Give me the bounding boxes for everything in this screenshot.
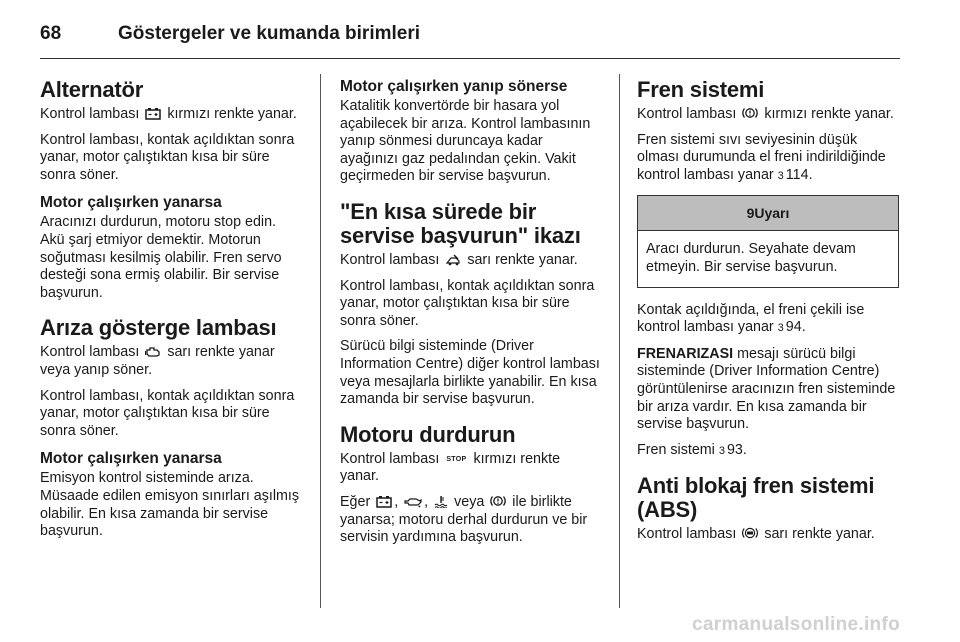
warning-header xyxy=(638,196,898,231)
column-divider xyxy=(320,74,321,608)
text: Kontrol lambası xyxy=(40,106,140,122)
text: veya xyxy=(454,493,485,510)
brake-system-icon xyxy=(742,106,758,120)
paragraph xyxy=(637,302,899,338)
paragraph: Emisyon kontrol sisteminde arıza. Müsaade edilen emisyon sınırları aşılmış olabilir. En kısa zamanda bir servise başvurun. xyxy=(40,470,300,540)
text: kırmızı renkte yanar. xyxy=(764,106,894,122)
reference-arrow-icon: 3 xyxy=(777,322,784,335)
text: kırmızı renkte yanar. xyxy=(340,450,561,485)
warning-symbol-icon: 9 xyxy=(746,204,755,221)
subheading: Motor çalışırken yanarsa xyxy=(40,450,222,468)
subheading: Motor çalışırken yanarsa xyxy=(40,194,222,212)
heading-brake-system: Fren sistemi xyxy=(637,77,765,102)
text: , xyxy=(394,493,399,510)
text: sarı renkte yanar veya yanıp söner. xyxy=(40,344,275,378)
text: sarı renkte yanar. xyxy=(764,526,875,543)
heading-stop-engine: Motoru durdurun xyxy=(340,421,516,447)
text: kırmızı renkte yanar. xyxy=(167,106,297,122)
battery-icon xyxy=(376,496,392,508)
stop-icon: STOP xyxy=(446,455,467,463)
reference-arrow-icon: 3 xyxy=(777,169,784,182)
paragraph xyxy=(40,106,302,124)
text: Kontak açıldığında, el freni çekili ise kontrol lambası yanar xyxy=(637,301,865,336)
engine-icon xyxy=(145,346,161,358)
heading-alternator: Alternatör xyxy=(40,77,144,102)
text: Fren sistemi xyxy=(637,441,715,458)
page-header xyxy=(40,14,900,54)
page-reference: 94. xyxy=(785,319,806,336)
paragraph xyxy=(40,344,302,379)
paragraph xyxy=(637,442,899,461)
warning-text: Aracı durdurun. Seyahate devam etmeyin. Bir servise başvurun. xyxy=(646,241,856,275)
page-number: 68 xyxy=(40,23,62,44)
text: ile birlikte yanarsa; motoru derhal durdurun ve bir servisin yardımına başvurun. xyxy=(340,493,588,546)
section-service-warning xyxy=(340,200,602,409)
text: Eğer xyxy=(340,493,371,510)
heading-abs: Anti blokaj fren sistemi (ABS) xyxy=(637,473,875,523)
message-term: FRENARIZASI xyxy=(637,345,734,362)
battery-icon xyxy=(145,108,161,120)
paragraph xyxy=(637,346,899,434)
brake-system-icon xyxy=(490,494,506,508)
text: , xyxy=(424,493,429,510)
coolant-temperature-icon xyxy=(434,495,448,508)
section-blinking xyxy=(340,78,602,186)
paragraph: Kontrol lambası, kontak açıldıktan sonra yanar, motor çalıştıktan kısa bir süre sonra söner. xyxy=(40,131,295,183)
paragraph: Kontrol lambası, kontak açıldıktan sonra yanar, motor çalıştıktan kısa bir süre sonra söner. xyxy=(340,277,595,329)
paragraph: Katalitik konvertörde bir hasara yol açabilecek bir arıza. Kontrol lambasının yanıp sönmesi duruncaya kadar ayağınızı gaz pedalından çekin. Vakit geçirmeden bir servise başvurun. xyxy=(340,98,591,185)
paragraph xyxy=(340,494,602,547)
text: mesajı sürücü bilgi sisteminde (Driver Information Centre) görüntülenirse aracınızın fren sisteminde bir arıza vardır. En kısa zamanda bir servise başvurun. xyxy=(637,345,896,433)
paragraph xyxy=(637,106,899,124)
heading-malfunction-lamp: Arıza gösterge lambası xyxy=(40,315,277,341)
column-divider xyxy=(619,74,620,608)
text: Kontrol lambası xyxy=(637,106,737,122)
section-abs xyxy=(637,474,899,544)
paragraph xyxy=(340,252,602,270)
section-alternator xyxy=(40,78,302,302)
column-2 xyxy=(340,78,602,561)
text: Fren sistemi sıvı seviyesinin düşük olması durumunda el freni indirildiğinde kontrol lambası yanar xyxy=(637,131,886,183)
reference-arrow-icon: 3 xyxy=(718,444,725,457)
text: Kontrol lambası xyxy=(340,450,440,467)
section-malfunction-lamp xyxy=(40,316,302,540)
page-reference: 114. xyxy=(785,166,813,183)
oil-pressure-icon xyxy=(404,496,422,508)
warning-box xyxy=(637,195,899,287)
warning-body xyxy=(638,231,898,286)
paragraph xyxy=(637,526,899,544)
subheading: Motor çalışırken yanıp sönerse xyxy=(340,78,568,95)
paragraph: Kontrol lambası, kontak açıldıktan sonra yanar, motor çalıştıktan kısa bir süre sonra söner. xyxy=(40,387,295,439)
column-3 xyxy=(637,78,899,558)
page-title: Göstergeler ve kumanda birimleri xyxy=(118,23,421,44)
abs-icon xyxy=(742,526,758,540)
text: sarı renkte yanar. xyxy=(467,251,578,268)
text: Kontrol lambası xyxy=(40,344,140,361)
warning-label: Uyarı xyxy=(754,204,790,221)
paragraph: Sürücü bilgi sisteminde (Driver Information Centre) diğer kontrol lambası veya mesajlarla birlikte yanabilir. En kısa zamanda bir servise başvurun. xyxy=(340,338,600,408)
section-stop-engine xyxy=(340,423,602,547)
paragraph: Aracınızı durdurun, motoru stop edin. Akü şarj etmiyor demektir. Motorun soğutması kesilmiş olabilir. Fren servo desteği sona ermiş olabilir. Bir servise başvurun. xyxy=(40,214,282,301)
paragraph xyxy=(637,132,899,186)
header-rule xyxy=(40,58,900,59)
column-1 xyxy=(40,78,302,555)
watermark: carmanualsonline.info xyxy=(692,614,900,635)
text: Kontrol lambası xyxy=(340,251,440,268)
wrench-car-icon xyxy=(445,254,461,266)
paragraph xyxy=(340,451,602,486)
section-brake-system xyxy=(637,78,899,460)
text: Kontrol lambası xyxy=(637,526,737,543)
heading-service-warning: "En kısa sürede bir servise başvurun" ikazı xyxy=(340,198,581,248)
page-reference: 93. xyxy=(726,441,747,458)
